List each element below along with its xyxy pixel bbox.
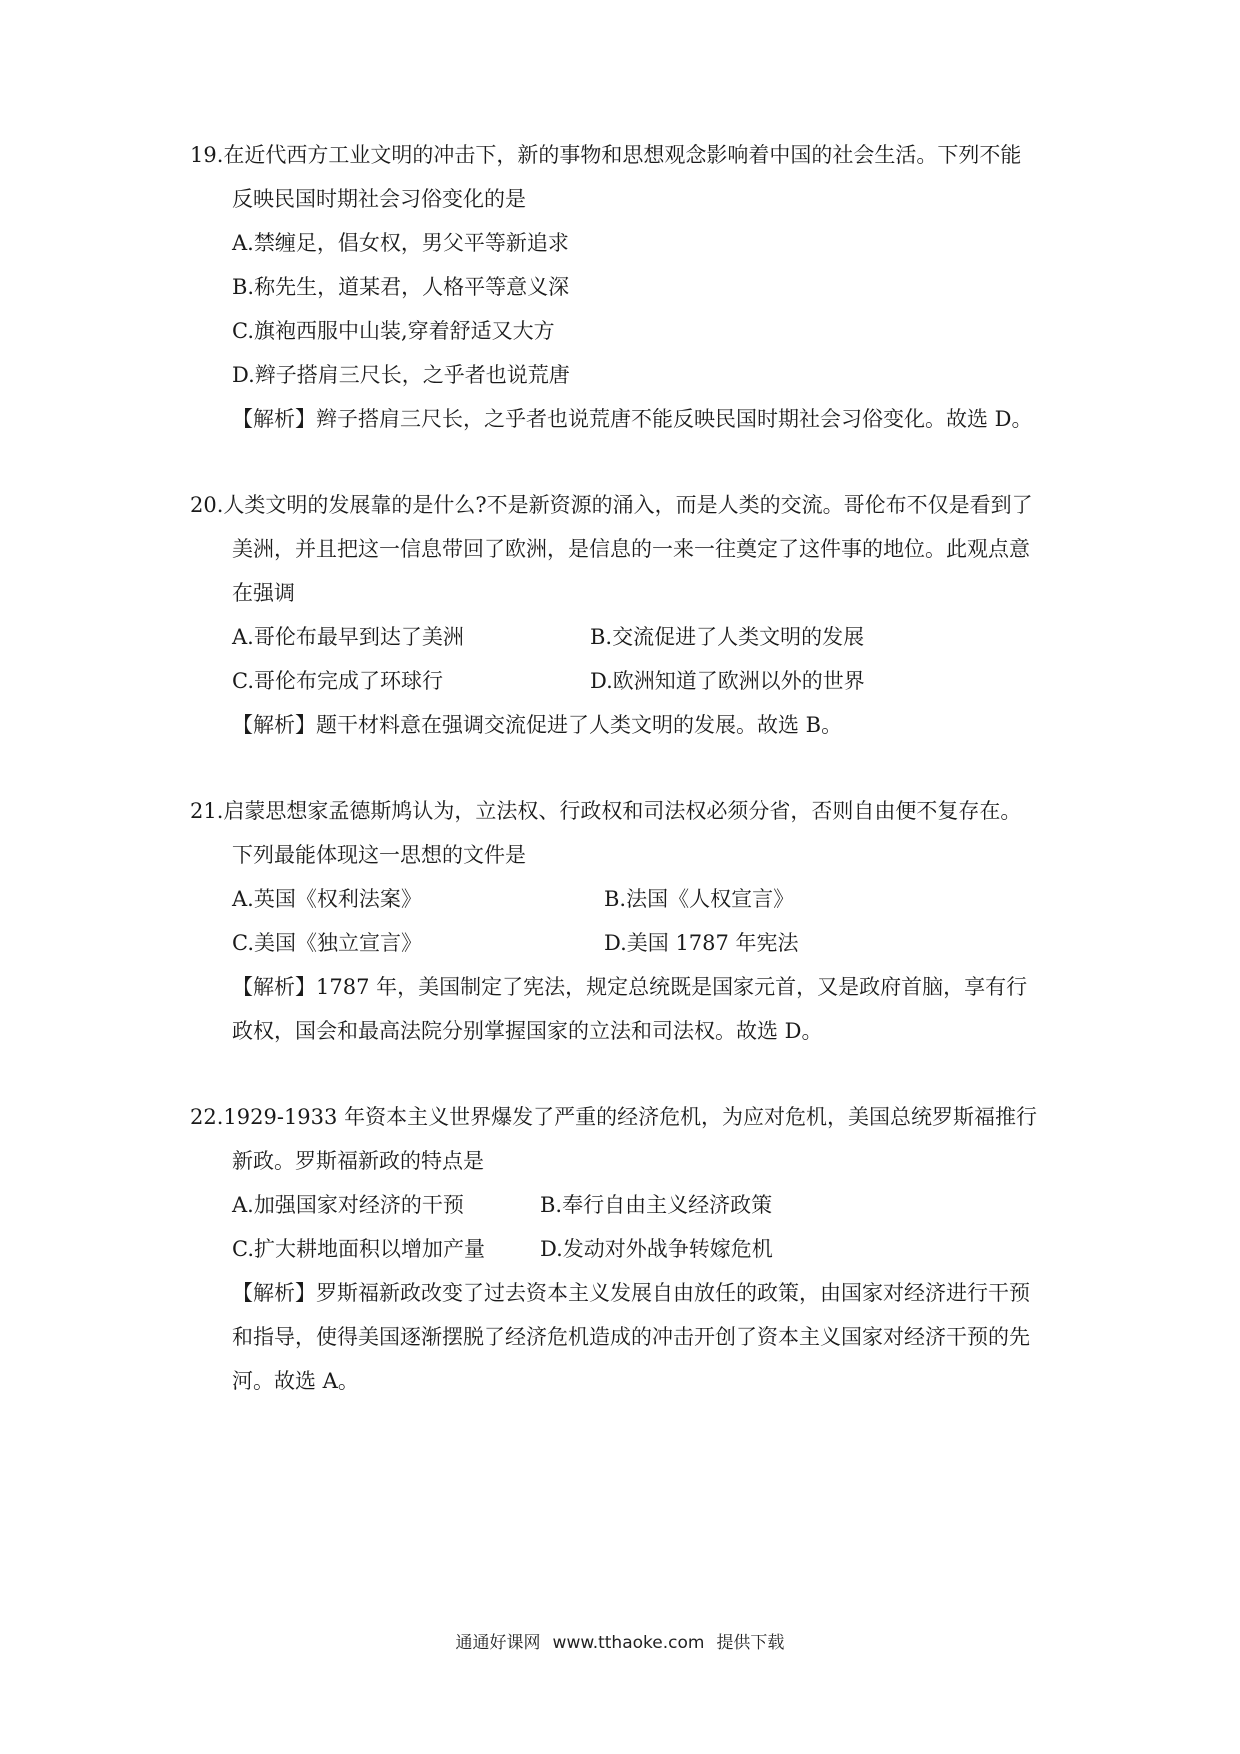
question-22-option-a: A.加强国家对经济的干预	[232, 1193, 464, 1217]
question-22-option-d: D.发动对外战争转嫁危机	[540, 1237, 773, 1261]
question-22-option-b: B.奉行自由主义经济政策	[540, 1193, 773, 1217]
question-19-stem-line-2: 反映民国时期社会习俗变化的是	[232, 187, 526, 211]
page-footer	[0, 1628, 1240, 1653]
question-20-analysis: 【解析】题干材料意在强调交流促进了人类文明的发展。故选 B。	[232, 713, 843, 737]
question-19-option-d: D.辫子搭肩三尺长，之乎者也说荒唐	[232, 363, 570, 387]
question-21-number: 21.	[190, 799, 224, 823]
footer-url-link[interactable]: www.tthaoke.com	[552, 1633, 705, 1653]
question-22-analysis-line-2: 和指导，使得美国逐渐摆脱了经济危机造成的冲击开创了资本主义国家对经济干预的先	[232, 1325, 1030, 1349]
question-22-number: 22.	[190, 1105, 224, 1129]
question-21-option-d: D.美国 1787 年宪法	[604, 931, 799, 955]
question-21-option-c: C.美国《独立宣言》	[232, 931, 422, 955]
question-20-stem-line-3: 在强调	[232, 581, 295, 605]
question-19-stem-line-1: 19.在近代西方工业文明的冲击下，新的事物和思想观念影响着中国的社会生活。下列不能	[190, 143, 1022, 167]
question-21-analysis-line-2: 政权，国会和最高法院分别掌握国家的立法和司法权。故选 D。	[232, 1019, 823, 1043]
question-22-analysis-line-1: 【解析】罗斯福新政改变了过去资本主义发展自由放任的政策，由国家对经济进行干预	[232, 1281, 1030, 1305]
question-22-stem-line-1: 22.1929-1933 年资本主义世界爆发了严重的经济危机，为应对危机，美国总统罗斯福推行	[190, 1105, 1038, 1129]
footer-suffix: 提供下载	[716, 1633, 785, 1653]
question-19-option-b: B.称先生，道某君，人格平等意义深	[232, 275, 570, 299]
question-20-stem-line-2: 美洲，并且把这一信息带回了欧洲，是信息的一来一往奠定了这件事的地位。此观点意	[232, 537, 1030, 561]
question-20-number: 20.	[190, 493, 224, 517]
question-19-analysis: 【解析】辫子搭肩三尺长，之乎者也说荒唐不能反映民国时期社会习俗变化。故选 D。	[232, 407, 1033, 431]
question-20-stem-line-1: 20.人类文明的发展靠的是什么?不是新资源的涌入，而是人类的交流。哥伦布不仅是看到了	[190, 493, 1033, 517]
question-20-option-d: D.欧洲知道了欧洲以外的世界	[590, 669, 865, 693]
question-22-analysis-line-3: 河。故选 A。	[232, 1369, 359, 1393]
question-22-stem-line-2: 新政。罗斯福新政的特点是	[232, 1149, 484, 1173]
question-20-option-c: C.哥伦布完成了环球行	[232, 669, 443, 693]
question-21-analysis-line-1: 【解析】1787 年，美国制定了宪法，规定总统既是国家元首，又是政府首脑，享有行	[232, 975, 1028, 999]
question-22-option-c: C.扩大耕地面积以增加产量	[232, 1237, 485, 1261]
question-19-number: 19.	[190, 143, 224, 167]
question-20-option-b: B.交流促进了人类文明的发展	[590, 625, 865, 649]
question-21-option-a: A.英国《权利法案》	[232, 887, 422, 911]
footer-site-name: 通通好课网	[455, 1633, 541, 1653]
question-21-stem-line-2: 下列最能体现这一思想的文件是	[232, 843, 526, 867]
question-21-option-b: B.法国《人权宣言》	[604, 887, 795, 911]
question-21-stem-line-1: 21.启蒙思想家孟德斯鸠认为，立法权、行政权和司法权必须分省，否则自由便不复存在。	[190, 799, 1022, 823]
question-20-option-a: A.哥伦布最早到达了美洲	[232, 625, 464, 649]
question-19-option-c: C.旗袍西服中山装,穿着舒适又大方	[232, 319, 555, 343]
question-19-option-a: A.禁缠足，倡女权，男父平等新追求	[232, 231, 569, 255]
